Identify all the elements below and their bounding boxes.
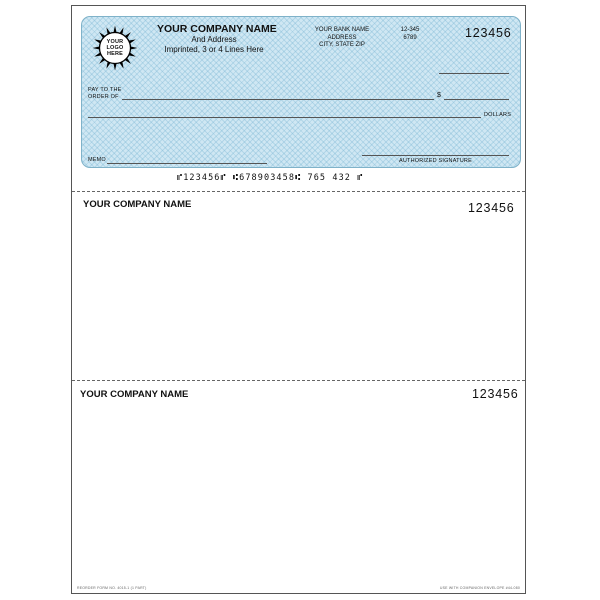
memo-line[interactable] — [107, 163, 267, 164]
date-line[interactable] — [439, 73, 509, 74]
sunburst-logo-icon — [92, 25, 138, 71]
signature-label: AUTHORIZED SIGNATURE — [399, 158, 472, 164]
logo-line: YOUR — [106, 39, 124, 45]
company-address-line: Imprinted, 3 or 4 Lines Here — [164, 45, 264, 54]
pay-to-label — [88, 87, 122, 100]
check-form-page — [71, 5, 526, 594]
fraction-line: 12-345 — [400, 27, 420, 33]
payee-line[interactable] — [122, 99, 434, 100]
micr-line: ⑈123456⑈ ⑆678903458⑆ 765 432 ⑈ — [177, 173, 364, 183]
bank-line: YOUR BANK NAME — [314, 27, 370, 33]
logo-line: HERE — [106, 51, 124, 57]
signature-line[interactable] — [362, 155, 509, 156]
reorder-form-footer: REORDER FORM NO. 4015-1 (1 PART) — [77, 586, 147, 590]
check-face — [81, 16, 521, 168]
company-address-line: And Address — [191, 35, 237, 44]
perforation-line — [72, 191, 525, 192]
written-amount-line[interactable] — [88, 117, 481, 118]
check-number: 123456 — [465, 26, 512, 40]
stub-check-number: 123456 — [468, 201, 515, 215]
memo-label: MEMO — [88, 157, 106, 163]
dollar-sign: $ — [437, 92, 441, 99]
bank-info — [310, 27, 374, 50]
bank-line: CITY, STATE ZIP — [319, 42, 365, 48]
stub-company-name: YOUR COMPANY NAME — [83, 199, 192, 210]
pay-to-line: PAY TO THE — [88, 87, 122, 93]
stub-company-name: YOUR COMPANY NAME — [80, 389, 189, 400]
dollars-label: DOLLARS — [484, 112, 512, 118]
amount-box-line[interactable] — [444, 99, 509, 100]
bank-line: ADDRESS — [327, 34, 357, 41]
routing-fraction — [396, 27, 424, 42]
envelope-footer: USE WITH COMPANION ENVELOPE #44-080 — [439, 586, 520, 590]
stub-check-number: 123456 — [472, 387, 519, 401]
logo-line: LOGO — [106, 45, 124, 51]
pay-to-line: ORDER OF — [88, 93, 119, 100]
fraction-line: 6789 — [403, 34, 417, 41]
logo-text — [92, 39, 138, 57]
perforation-line — [72, 380, 525, 381]
company-name: YOUR COMPANY NAME — [157, 23, 277, 35]
